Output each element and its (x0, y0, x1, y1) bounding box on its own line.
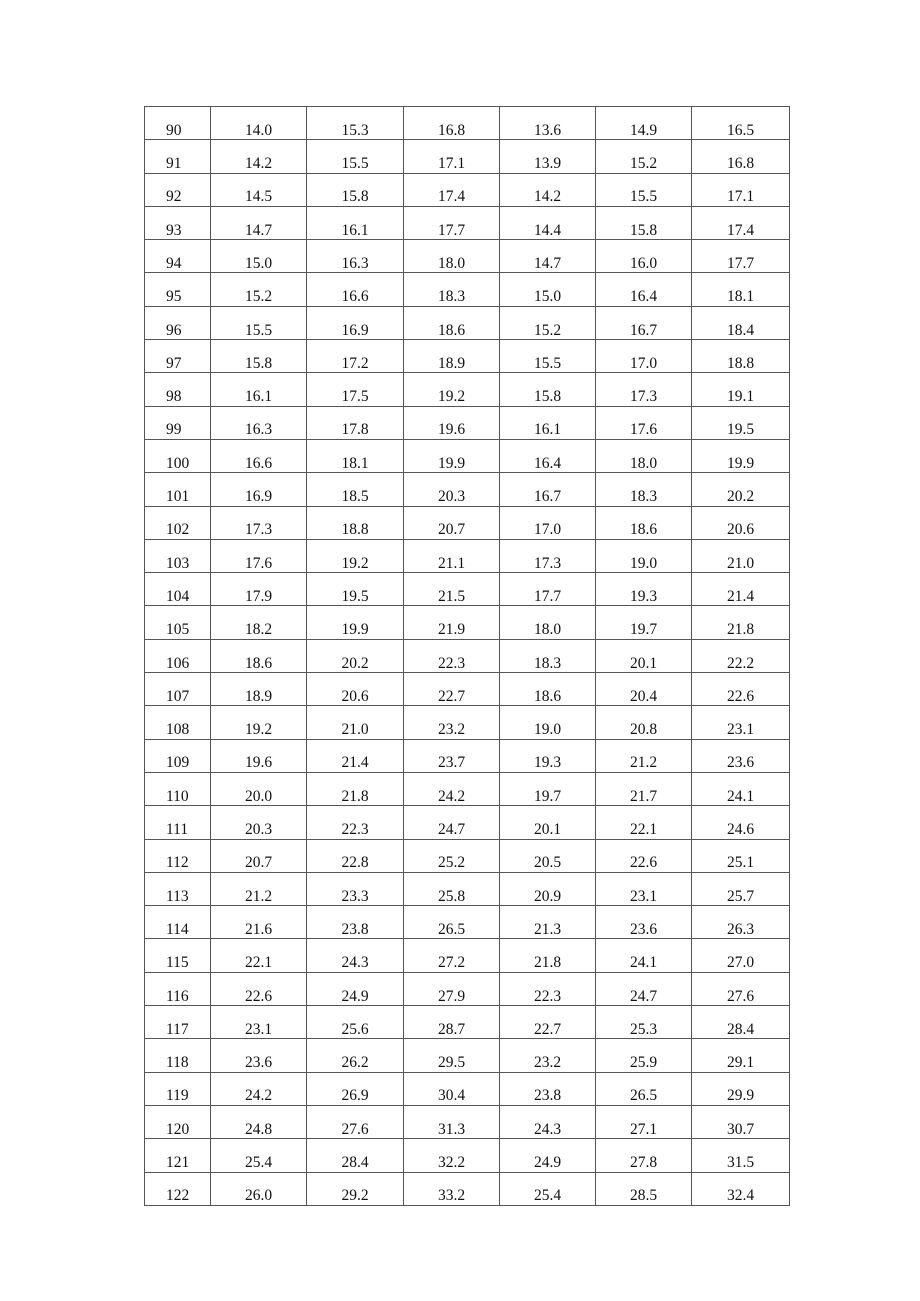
value-cell: 16.3 (211, 406, 307, 439)
row-label-cell: 120 (145, 1105, 211, 1138)
row-label-cell: 95 (145, 273, 211, 306)
value-cell: 16.1 (307, 206, 404, 239)
value-cell: 18.0 (596, 439, 692, 472)
table-row (145, 1105, 790, 1138)
value-cell: 19.2 (404, 373, 500, 406)
value-cell: 23.1 (692, 706, 790, 739)
value-cell: 21.9 (404, 606, 500, 639)
value-cell: 21.1 (404, 539, 500, 572)
value-cell: 18.2 (211, 606, 307, 639)
value-cell: 14.2 (500, 173, 596, 206)
value-cell: 21.2 (211, 872, 307, 905)
row-label-cell: 108 (145, 706, 211, 739)
row-label-cell: 121 (145, 1139, 211, 1172)
table-row (145, 606, 790, 639)
value-cell: 19.3 (596, 573, 692, 606)
row-label-cell: 112 (145, 839, 211, 872)
value-cell: 17.1 (404, 140, 500, 173)
value-cell: 23.1 (596, 872, 692, 905)
value-cell: 15.8 (211, 340, 307, 373)
value-cell: 17.7 (692, 240, 790, 273)
row-label-cell: 118 (145, 1039, 211, 1072)
row-label-cell: 114 (145, 906, 211, 939)
value-cell: 18.0 (404, 240, 500, 273)
table-row (145, 906, 790, 939)
value-cell: 21.7 (596, 772, 692, 805)
value-cell: 15.0 (211, 240, 307, 273)
value-cell: 21.2 (596, 739, 692, 772)
value-cell: 25.7 (692, 872, 790, 905)
row-label-cell: 111 (145, 806, 211, 839)
row-label-cell: 117 (145, 1006, 211, 1039)
table-row (145, 972, 790, 1005)
value-cell: 18.4 (692, 306, 790, 339)
table-row (145, 739, 790, 772)
value-cell: 22.8 (307, 839, 404, 872)
row-label-cell: 99 (145, 406, 211, 439)
value-cell: 20.9 (500, 872, 596, 905)
value-cell: 19.6 (404, 406, 500, 439)
table-row (145, 173, 790, 206)
value-cell: 20.6 (692, 506, 790, 539)
value-cell: 15.2 (500, 306, 596, 339)
value-cell: 19.9 (404, 439, 500, 472)
value-cell: 17.7 (404, 206, 500, 239)
value-cell: 19.3 (500, 739, 596, 772)
value-cell: 16.7 (596, 306, 692, 339)
row-label-cell: 100 (145, 439, 211, 472)
value-cell: 22.6 (596, 839, 692, 872)
value-cell: 20.3 (211, 806, 307, 839)
table-row (145, 373, 790, 406)
value-cell: 15.2 (211, 273, 307, 306)
value-cell: 16.4 (596, 273, 692, 306)
value-cell: 22.6 (692, 673, 790, 706)
value-cell: 20.0 (211, 772, 307, 805)
value-cell: 32.2 (404, 1139, 500, 1172)
table-row (145, 872, 790, 905)
value-cell: 27.8 (596, 1139, 692, 1172)
value-cell: 19.7 (500, 772, 596, 805)
value-cell: 29.5 (404, 1039, 500, 1072)
value-cell: 15.3 (307, 107, 404, 140)
value-cell: 24.3 (500, 1105, 596, 1138)
value-cell: 13.6 (500, 107, 596, 140)
value-cell: 17.8 (307, 406, 404, 439)
value-cell: 16.3 (307, 240, 404, 273)
table-row (145, 939, 790, 972)
table-row (145, 806, 790, 839)
value-cell: 28.4 (692, 1006, 790, 1039)
value-cell: 17.0 (596, 340, 692, 373)
value-cell: 19.9 (307, 606, 404, 639)
value-cell: 14.4 (500, 206, 596, 239)
row-label-cell: 92 (145, 173, 211, 206)
value-cell: 20.5 (500, 839, 596, 872)
value-cell: 18.8 (307, 506, 404, 539)
value-cell: 17.5 (307, 373, 404, 406)
value-cell: 24.9 (307, 972, 404, 1005)
value-cell: 25.8 (404, 872, 500, 905)
value-cell: 29.9 (692, 1072, 790, 1105)
value-cell: 17.3 (211, 506, 307, 539)
value-cell: 26.5 (596, 1072, 692, 1105)
value-cell: 23.1 (211, 1006, 307, 1039)
value-cell: 15.5 (596, 173, 692, 206)
value-cell: 27.1 (596, 1105, 692, 1138)
value-cell: 25.2 (404, 839, 500, 872)
value-cell: 21.0 (692, 539, 790, 572)
value-cell: 30.4 (404, 1072, 500, 1105)
value-cell: 24.1 (596, 939, 692, 972)
row-label-cell: 94 (145, 240, 211, 273)
row-label-cell: 105 (145, 606, 211, 639)
value-cell: 16.8 (692, 140, 790, 173)
value-cell: 22.3 (307, 806, 404, 839)
value-cell: 22.7 (404, 673, 500, 706)
value-cell: 17.3 (596, 373, 692, 406)
table-row (145, 573, 790, 606)
value-cell: 23.7 (404, 739, 500, 772)
row-label-cell: 93 (145, 206, 211, 239)
value-cell: 31.3 (404, 1105, 500, 1138)
table-row (145, 206, 790, 239)
value-cell: 28.5 (596, 1172, 692, 1205)
row-label-cell: 98 (145, 373, 211, 406)
value-cell: 19.0 (500, 706, 596, 739)
value-cell: 23.6 (211, 1039, 307, 1072)
value-cell: 23.8 (307, 906, 404, 939)
value-cell: 26.0 (211, 1172, 307, 1205)
row-label-cell: 122 (145, 1172, 211, 1205)
value-cell: 19.0 (596, 539, 692, 572)
value-cell: 20.8 (596, 706, 692, 739)
value-cell: 14.9 (596, 107, 692, 140)
value-cell: 20.7 (211, 839, 307, 872)
table-row (145, 306, 790, 339)
value-cell: 22.1 (211, 939, 307, 972)
value-cell: 19.6 (211, 739, 307, 772)
value-cell: 16.9 (307, 306, 404, 339)
table-row (145, 506, 790, 539)
value-cell: 23.8 (500, 1072, 596, 1105)
value-cell: 30.7 (692, 1105, 790, 1138)
value-cell: 15.8 (307, 173, 404, 206)
value-cell: 16.7 (500, 473, 596, 506)
value-cell: 21.4 (692, 573, 790, 606)
value-cell: 17.2 (307, 340, 404, 373)
table-row (145, 639, 790, 672)
value-cell: 14.7 (211, 206, 307, 239)
value-cell: 17.0 (500, 506, 596, 539)
value-cell: 18.6 (404, 306, 500, 339)
table-row (145, 273, 790, 306)
row-label-cell: 113 (145, 872, 211, 905)
value-cell: 24.7 (596, 972, 692, 1005)
value-cell: 23.6 (692, 739, 790, 772)
table-row (145, 107, 790, 140)
row-label-cell: 102 (145, 506, 211, 539)
value-cell: 26.3 (692, 906, 790, 939)
value-cell: 15.2 (596, 140, 692, 173)
value-cell: 21.6 (211, 906, 307, 939)
value-cell: 17.1 (692, 173, 790, 206)
value-cell: 16.1 (500, 406, 596, 439)
value-cell: 17.9 (211, 573, 307, 606)
value-cell: 18.8 (692, 340, 790, 373)
table-row (145, 706, 790, 739)
value-cell: 24.9 (500, 1139, 596, 1172)
value-cell: 21.0 (307, 706, 404, 739)
value-cell: 20.1 (596, 639, 692, 672)
value-cell: 15.8 (596, 206, 692, 239)
value-cell: 24.1 (692, 772, 790, 805)
value-cell: 16.1 (211, 373, 307, 406)
data-table (144, 106, 790, 1206)
table-row (145, 1172, 790, 1205)
value-cell: 18.3 (404, 273, 500, 306)
value-cell: 19.2 (211, 706, 307, 739)
row-label-cell: 91 (145, 140, 211, 173)
value-cell: 21.5 (404, 573, 500, 606)
row-label-cell: 109 (145, 739, 211, 772)
value-cell: 19.1 (692, 373, 790, 406)
value-cell: 24.6 (692, 806, 790, 839)
value-cell: 25.6 (307, 1006, 404, 1039)
value-cell: 23.3 (307, 872, 404, 905)
value-cell: 20.2 (307, 639, 404, 672)
row-label-cell: 101 (145, 473, 211, 506)
value-cell: 15.0 (500, 273, 596, 306)
table-row (145, 839, 790, 872)
row-label-cell: 97 (145, 340, 211, 373)
value-cell: 27.9 (404, 972, 500, 1005)
row-label-cell: 107 (145, 673, 211, 706)
value-cell: 16.5 (692, 107, 790, 140)
value-cell: 16.4 (500, 439, 596, 472)
value-cell: 20.6 (307, 673, 404, 706)
value-cell: 20.4 (596, 673, 692, 706)
value-cell: 28.4 (307, 1139, 404, 1172)
value-cell: 18.3 (596, 473, 692, 506)
value-cell: 22.2 (692, 639, 790, 672)
table-row (145, 473, 790, 506)
value-cell: 13.9 (500, 140, 596, 173)
value-cell: 24.3 (307, 939, 404, 972)
value-cell: 18.9 (404, 340, 500, 373)
value-cell: 17.3 (500, 539, 596, 572)
value-cell: 29.1 (692, 1039, 790, 1072)
row-label-cell: 110 (145, 772, 211, 805)
value-cell: 16.6 (307, 273, 404, 306)
value-cell: 27.6 (307, 1105, 404, 1138)
value-cell: 18.1 (692, 273, 790, 306)
value-cell: 27.2 (404, 939, 500, 972)
value-cell: 14.7 (500, 240, 596, 273)
value-cell: 22.7 (500, 1006, 596, 1039)
table-row (145, 1139, 790, 1172)
table-row (145, 140, 790, 173)
table-row (145, 1006, 790, 1039)
table-row (145, 673, 790, 706)
value-cell: 19.5 (692, 406, 790, 439)
value-cell: 16.0 (596, 240, 692, 273)
value-cell: 21.8 (692, 606, 790, 639)
value-cell: 25.3 (596, 1006, 692, 1039)
value-cell: 18.9 (211, 673, 307, 706)
value-cell: 25.4 (211, 1139, 307, 1172)
value-cell: 15.8 (500, 373, 596, 406)
value-cell: 20.7 (404, 506, 500, 539)
value-cell: 22.6 (211, 972, 307, 1005)
table-row (145, 406, 790, 439)
value-cell: 18.6 (596, 506, 692, 539)
table-body (145, 107, 790, 1206)
value-cell: 18.6 (500, 673, 596, 706)
row-label-cell: 116 (145, 972, 211, 1005)
row-label-cell: 115 (145, 939, 211, 972)
value-cell: 26.9 (307, 1072, 404, 1105)
row-label-cell: 96 (145, 306, 211, 339)
value-cell: 26.2 (307, 1039, 404, 1072)
value-cell: 24.8 (211, 1105, 307, 1138)
value-cell: 17.4 (692, 206, 790, 239)
value-cell: 23.6 (596, 906, 692, 939)
value-cell: 23.2 (404, 706, 500, 739)
value-cell: 19.9 (692, 439, 790, 472)
value-cell: 20.3 (404, 473, 500, 506)
row-label-cell: 104 (145, 573, 211, 606)
row-label-cell: 119 (145, 1072, 211, 1105)
value-cell: 15.5 (211, 306, 307, 339)
value-cell: 20.1 (500, 806, 596, 839)
value-cell: 18.6 (211, 639, 307, 672)
value-cell: 26.5 (404, 906, 500, 939)
value-cell: 31.5 (692, 1139, 790, 1172)
value-cell: 20.2 (692, 473, 790, 506)
value-cell: 18.3 (500, 639, 596, 672)
value-cell: 29.2 (307, 1172, 404, 1205)
table-row (145, 772, 790, 805)
value-cell: 16.9 (211, 473, 307, 506)
value-cell: 22.3 (500, 972, 596, 1005)
value-cell: 14.0 (211, 107, 307, 140)
value-cell: 19.7 (596, 606, 692, 639)
table-row (145, 240, 790, 273)
value-cell: 19.5 (307, 573, 404, 606)
value-cell: 25.4 (500, 1172, 596, 1205)
value-cell: 32.4 (692, 1172, 790, 1205)
value-cell: 17.6 (596, 406, 692, 439)
value-cell: 15.5 (500, 340, 596, 373)
value-cell: 18.0 (500, 606, 596, 639)
row-label-cell: 103 (145, 539, 211, 572)
value-cell: 16.8 (404, 107, 500, 140)
row-label-cell: 90 (145, 107, 211, 140)
value-cell: 19.2 (307, 539, 404, 572)
value-cell: 27.6 (692, 972, 790, 1005)
table-row (145, 439, 790, 472)
value-cell: 17.7 (500, 573, 596, 606)
table-row (145, 1039, 790, 1072)
value-cell: 27.0 (692, 939, 790, 972)
value-cell: 24.2 (211, 1072, 307, 1105)
value-cell: 16.6 (211, 439, 307, 472)
value-cell: 17.6 (211, 539, 307, 572)
table-row (145, 340, 790, 373)
value-cell: 22.1 (596, 806, 692, 839)
value-cell: 18.1 (307, 439, 404, 472)
value-cell: 21.8 (500, 939, 596, 972)
value-cell: 25.9 (596, 1039, 692, 1072)
row-label-cell: 106 (145, 639, 211, 672)
value-cell: 17.4 (404, 173, 500, 206)
value-cell: 24.7 (404, 806, 500, 839)
table-row (145, 539, 790, 572)
value-cell: 18.5 (307, 473, 404, 506)
value-cell: 24.2 (404, 772, 500, 805)
value-cell: 33.2 (404, 1172, 500, 1205)
value-cell: 25.1 (692, 839, 790, 872)
value-cell: 21.4 (307, 739, 404, 772)
value-cell: 21.3 (500, 906, 596, 939)
value-cell: 14.5 (211, 173, 307, 206)
table-row (145, 1072, 790, 1105)
value-cell: 22.3 (404, 639, 500, 672)
value-cell: 14.2 (211, 140, 307, 173)
value-cell: 23.2 (500, 1039, 596, 1072)
value-cell: 28.7 (404, 1006, 500, 1039)
value-cell: 15.5 (307, 140, 404, 173)
value-cell: 21.8 (307, 772, 404, 805)
